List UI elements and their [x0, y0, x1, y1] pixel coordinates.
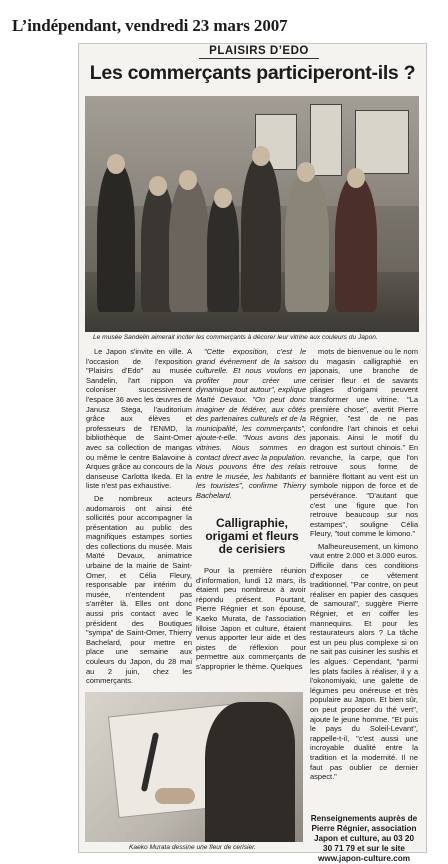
contact-note: Renseignements auprès de Pierre Régnier, association Japon et culture, au 03 20 30 71 79 et sur le site www.japon-culture.com — [310, 814, 418, 863]
person-head — [179, 170, 197, 190]
paragraph: De nombreux acteurs audomarois ont ainsi été sollicités pour accompagner la présentation au public des magnifiques estampes sorties des collections du musée. Mais Maïté Devaux, animatrice urbaine de la mairie de Saint-Omer, et Célia Fleury, responsable par intérim du musée, n'entendent pas s'arrêter là. Elles ont donc aussi pris contact avec le président des Boutiques "sympa" de Saint-Omer, Thierry Bachelard, pour mettre en place une semaine aux couleurs du Japon, du 28 mai au 2 juin, chez les commerçants. — [86, 493, 192, 686]
artist-hand — [155, 788, 195, 804]
photo-caption: Le musée Sandelin aimerait inciter les commerçants à décorer leur vitrine aux couleurs du Japon. — [93, 334, 378, 341]
section-rubric: PLAISIRS D’EDO — [199, 45, 319, 59]
newspaper-date-line: L’indépendant, vendredi 23 mars 2007 — [12, 16, 288, 35]
person-figure — [169, 178, 209, 312]
person-head — [252, 146, 270, 166]
paragraph: Pour la première réunion d'information, lundi 12 mars, ils étaient peu nombreux à avoir répondu présent. Pourtant, Pierre Régnier et son épouse, Kaeko Murata, de l'association lilloise Japon et culture, étaient venus apporter leur aide et des pistes de réflexion pour permettre aux commerçants de s'approprier le thème. Quelques — [196, 566, 306, 671]
person-figure — [335, 176, 377, 312]
person-head — [214, 188, 232, 208]
paragraph: Le Japon s'invite en ville. A l'occasion de l'exposition "Plaisirs d'Edo" au musée Sandelin, l'art nippon va coloniser successivement l'espace 36 avec les œuvres de Janusz Stega, l'auditorium grâce aux élèves et professeurs de l'ENMD, la bibliothèque de Saint-Omer avec sa collection de mangas ou même le centre Balavoine à Arques grâce au concours de la danseuse Carlotta Ikeda. Et la liste n'est pas exhaustive. — [86, 347, 192, 491]
article-column-1 — [86, 347, 192, 686]
calligraphy-photo — [85, 692, 303, 842]
person-head — [107, 154, 125, 174]
group-photo — [85, 96, 419, 332]
headline: Les commerçants participeront-ils ? — [89, 62, 416, 84]
wall-poster — [355, 110, 409, 174]
article-column-2 — [196, 347, 306, 501]
person-head — [347, 168, 365, 188]
subheading: Calligraphie, origami et fleurs de cerisiers — [205, 516, 299, 556]
person-figure — [241, 156, 281, 312]
article-column-3 — [310, 347, 418, 782]
person-head — [149, 176, 167, 196]
wall-poster — [310, 104, 342, 176]
article-column-2-continued — [196, 566, 306, 672]
photo-caption-2: Kaeko Murata dessine une fleur de cerisier. — [129, 844, 256, 851]
paragraph: Malheureusement, un kimono vaut entre 2.000 et 3.000 euros. Difficile dans ces conditions d'exposer ce vêtement traditionnel. "Par contre, on peut réaliser en papier des casques de samouraï", suggère Pierre Régnier, et en coiffer les mannequins. Et pour les restaurateurs alors ? La tâche est un peu plus complexe si on ne sait pas cuisiner les sushis et les algues. Cependant, "parmi les plats faciles à réaliser, il y a l'okonomiyaki, une galette de légumes peu onéreuse et très populaire au Japon. Et bien sûr, on peut proposer du thé vert", ajoute le jeune homme. "Et puis le pays du Soleil-Levant", rappelle-t-il, "c'est aussi une incroyable dualité entre la tradition et la modernité. Il ne faut pas oublier ce dernier aspect." — [310, 541, 418, 782]
artist-figure — [205, 702, 295, 842]
person-figure — [97, 162, 135, 312]
paragraph: mots de bienvenue ou le nom du magasin calligraphié en japonais, une branche de cerisier fleur et de savants pliages d'origami peuvent transformer une vitrine. "La première chose", avertit Pierre Régnier, "est de ne pas confondre l'art chinois et celui japonais. Ainsi le motif du dragon est surtout chinois." En revanche, la carpe, que l'on retrouve sous forme de bannière flottant au vent est un symbole nippon de force et de persévérance. "D'autant que c'est une figure que l'on retrouve beaucoup sur nos estampes", souligne Célia Fleury, "tout comme le kimono." — [310, 347, 418, 539]
paragraph: "Cette exposition, c'est le grand événement de la saison culturelle. Et nous voulons en profiter pour créer une dynamique tout autour", explique Maïté Devaux. "On peut donc imaginer de fédérer, aux côtés des partenaires culturels et de la municipalité, les commerçants", ajoute-t-elle. "Nous avons des vitrines. Nous sommes en contact direct avec la population. Nous pouvons être des relais entre le musée, les habitants et les touristes", confirme Thierry Bachelard. — [196, 347, 306, 500]
person-figure — [285, 172, 329, 312]
newspaper-clipping — [78, 43, 427, 863]
person-figure — [207, 192, 239, 312]
person-head — [297, 162, 315, 182]
